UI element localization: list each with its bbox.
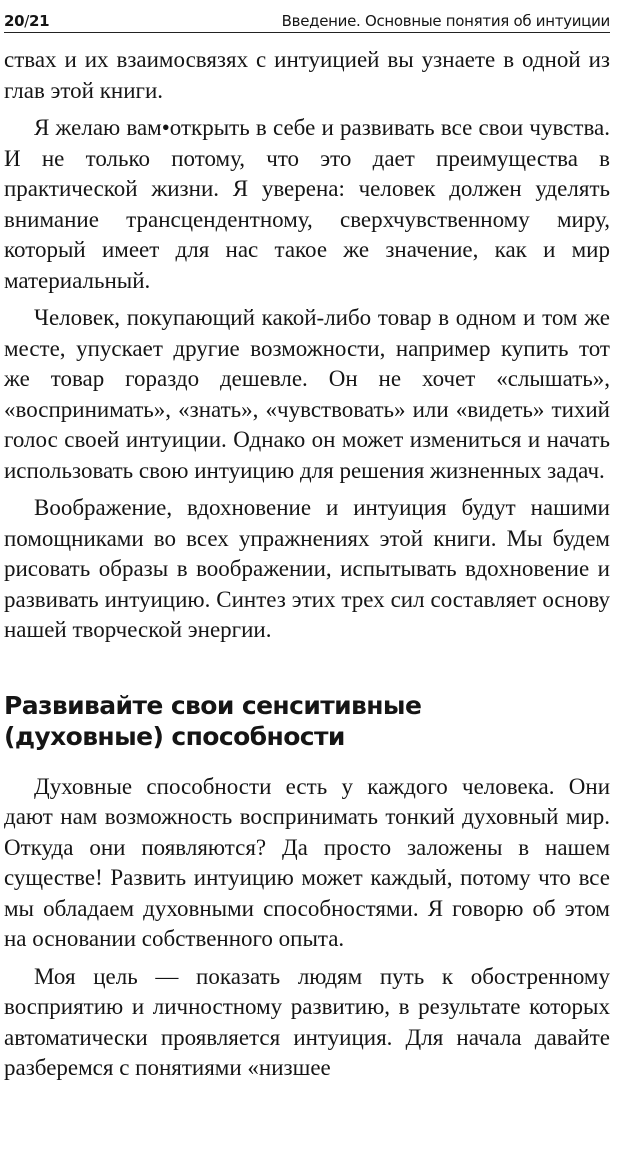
section-heading-line-1: Развивайте свои сенситивные — [4, 690, 422, 720]
paragraph: ствах и их взаимосвязях с интуицией вы узнаете в одной из глав этой книги. — [4, 47, 610, 103]
paragraph: Воображение, вдохновение и интуиция будут нашими помощниками во всех упражнениях этой книги. Мы будем рисовать образы в воображении, испытывать вдохновение и развивать интуицию. Синтез этих трех сил составляет основу нашей творческой энергии. — [4, 495, 610, 642]
paragraph: Я желаю вам•открыть в себе и развивать все свои чувства. И не только потому, что это дает преимущества в практической жизни. Я уверена: человек должен уделять внимание трансцендентному, сверхчувственному миру, который имеет для нас такое же значение, как и мир материальный. — [4, 115, 610, 293]
page-number — [4, 12, 49, 30]
chapter-title: Введение. Основные понятия об интуиции — [281, 12, 610, 30]
section-heading-line-2: (духовные) способности — [4, 721, 345, 751]
paragraph: Духовные способности есть у каждого человека. Они дают нам возможность воспринимать тонкий духовный мир. Откуда они появляются? Да просто заложены в нашем существе! Развить интуицию может каждый, потому что все мы обладаем духовными способностями. Я говорю об этом на основании собственного опыта. — [4, 773, 610, 951]
paragraph: Человек, покупающий какой-либо товар в одном и том же месте, упускает другие возможности, например купить тот же товар гораздо дешевле. Он не хочет «слышать», «воспринимать», «знать», «чувствовать» или «видеть» тихий голос своей интуиции. Однако он может измениться и начать использовать свою интуицию для решения жизненных задач. — [4, 305, 610, 483]
section-heading — [4, 690, 610, 752]
paragraph: Моя цель — показать людям путь к обостренному восприятию и личностному развитию, в результате которых автоматически проявляется интуиция. Для начала давайте разберемся с понятиями «низшее — [4, 963, 610, 1080]
page-current: 20 — [4, 12, 25, 30]
page-separator: / — [24, 12, 30, 30]
page-total: 21 — [29, 12, 50, 30]
running-header — [4, 0, 610, 33]
